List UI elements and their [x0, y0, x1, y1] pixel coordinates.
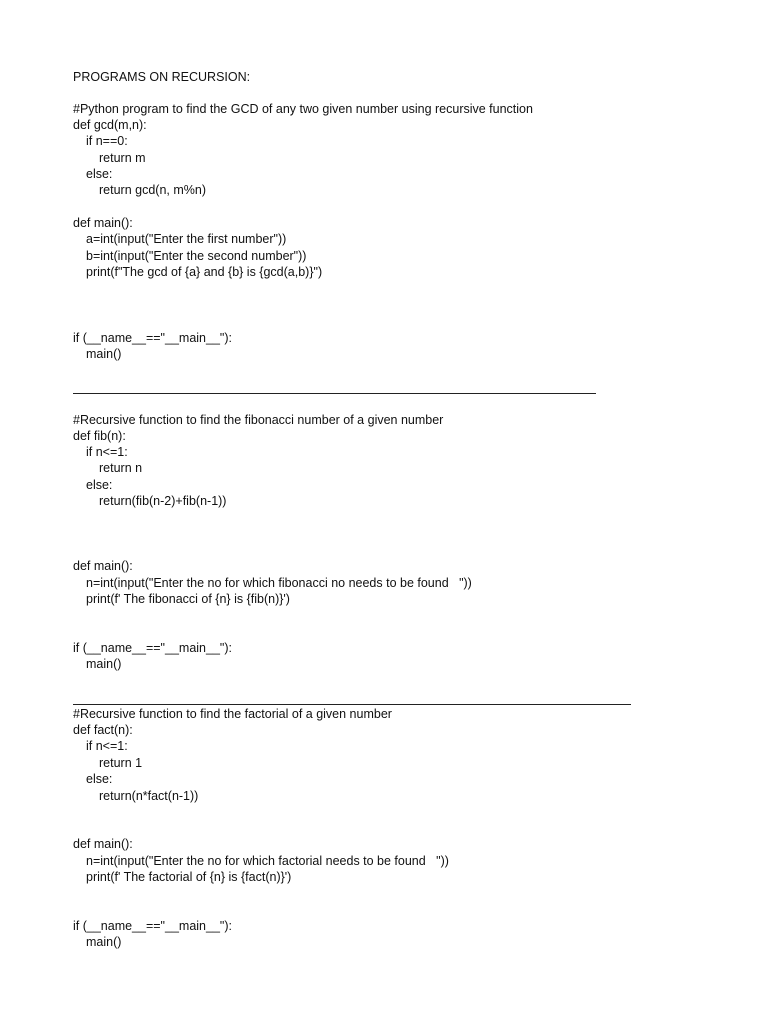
gcd-code-line: return gcd(n, m%n) [99, 183, 206, 197]
fact-code-line: return(n*fact(n-1)) [99, 789, 199, 803]
gcd-main-line: print(f"The gcd of {a} and {b} is {gcd(a,b)}") [86, 265, 323, 279]
gcd-main-line: b=int(input("Enter the second number")) [86, 249, 307, 263]
fact-code-line: def fact(n): [73, 723, 133, 737]
gcd-code-line: def gcd(m,n): [73, 118, 147, 132]
fact-code-line: return 1 [99, 756, 143, 770]
fib-comment: #Recursive function to find the fibonacci number of a given number [73, 413, 444, 427]
fact-code-line: if n<=1: [86, 739, 128, 753]
gcd-code-line: else: [86, 167, 113, 181]
fib-guard-line: if (__name__=="__main__"): [73, 641, 232, 655]
gcd-code-line: return m [99, 151, 146, 165]
fact-main-line: def main(): [73, 837, 133, 851]
section-separator [73, 704, 631, 705]
fib-main-line: n=int(input("Enter the no for which fibonacci no needs to be found ")) [86, 576, 472, 590]
fact-code-line: else: [86, 772, 113, 786]
fib-main-line: def main(): [73, 559, 133, 573]
fib-code-line: else: [86, 478, 113, 492]
fib-code-line: return n [99, 461, 143, 475]
gcd-main-line: def main(): [73, 216, 133, 230]
section-separator [73, 393, 596, 394]
document-heading: PROGRAMS ON RECURSION: [73, 70, 251, 84]
fib-code-line: return(fib(n-2)+fib(n-1)) [99, 494, 227, 508]
fib-code-line: def fib(n): [73, 429, 126, 443]
fib-guard-line: main() [86, 657, 122, 671]
gcd-code-line: if n==0: [86, 134, 128, 148]
fact-main-line: n=int(input("Enter the no for which factorial needs to be found ")) [86, 854, 449, 868]
gcd-guard-line: main() [86, 347, 122, 361]
gcd-comment: #Python program to find the GCD of any two given number using recursive function [73, 102, 533, 116]
fact-comment: #Recursive function to find the factorial of a given number [73, 707, 392, 721]
gcd-guard-line: if (__name__=="__main__"): [73, 331, 232, 345]
gcd-main-line: a=int(input("Enter the first number")) [86, 232, 287, 246]
fact-main-line: print(f' The factorial of {n} is {fact(n)}') [86, 870, 292, 884]
fib-code-line: if n<=1: [86, 445, 128, 459]
fact-guard-line: main() [86, 935, 122, 949]
fact-guard-line: if (__name__=="__main__"): [73, 919, 232, 933]
fib-main-line: print(f' The fibonacci of {n} is {fib(n)}') [86, 592, 290, 606]
